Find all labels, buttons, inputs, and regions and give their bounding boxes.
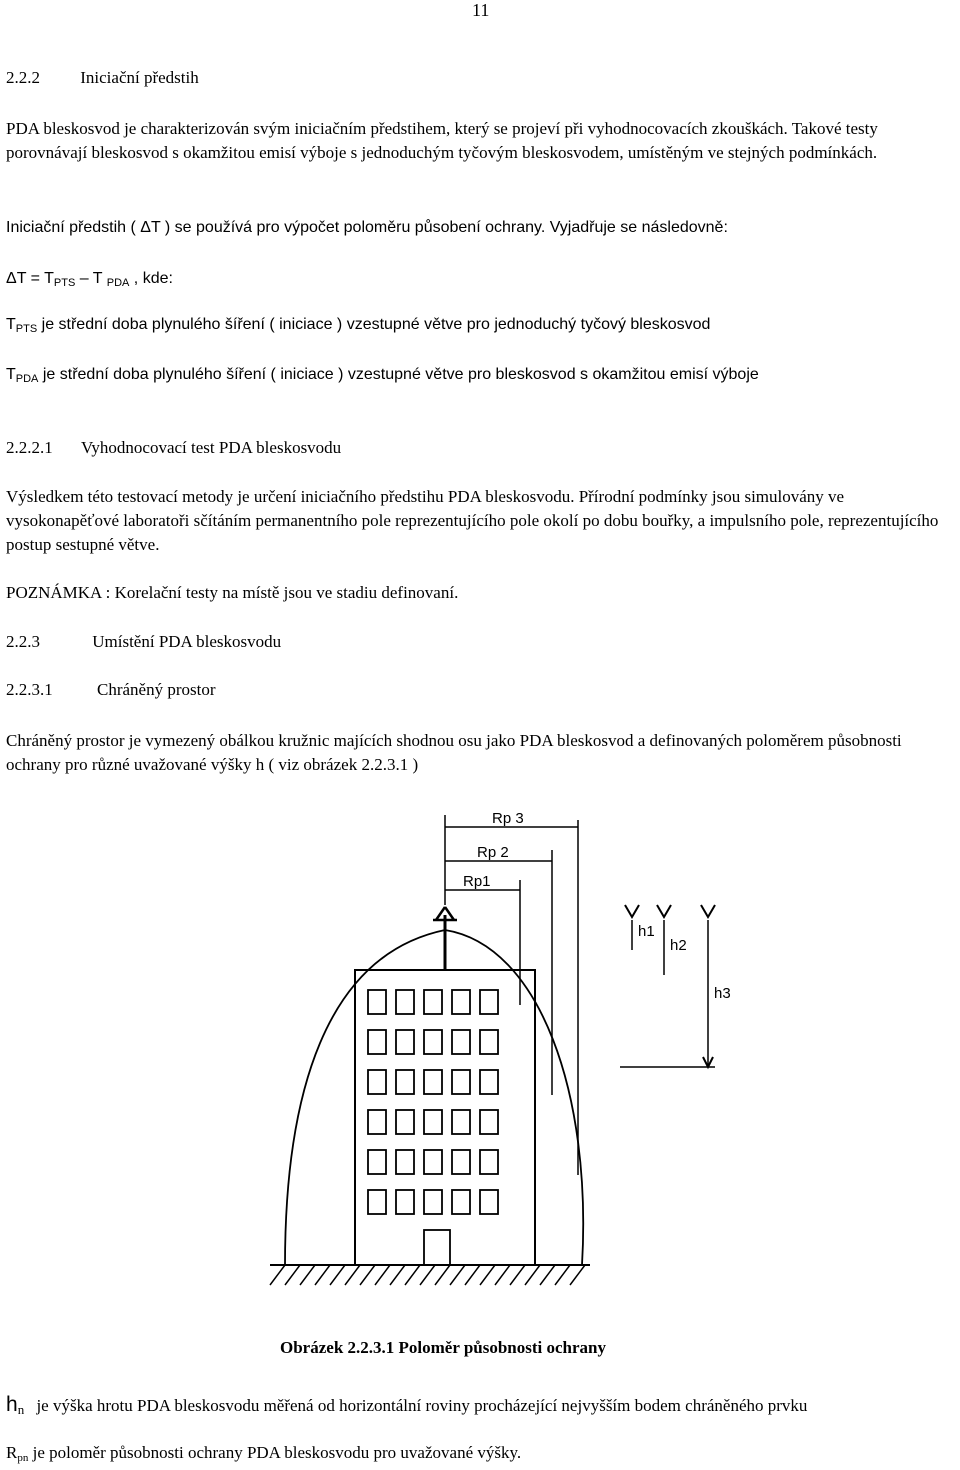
note: POZNÁMKA : Korelační testy na místě jsou ve stadiu definovaní. [6, 583, 459, 602]
ground-hatching [270, 1265, 585, 1285]
figure-caption: Obrázek 2.2.3.1 Poloměr působnosti ochrany [280, 1338, 607, 1357]
rod-symbol-2 [657, 905, 671, 917]
subsection-title: Chráněný prostor [97, 680, 216, 699]
def-text: je střední doba plynulého šíření ( iniciace ) vzestupné větve pro jednoduchý tyčový bleskosvod [37, 316, 711, 333]
formula-tail: , kde: [129, 270, 173, 287]
protected-paragraph: Chráněný prostor je vymezený obálkou kružnic majících shodnou osu jako PDA bleskosvod a definovaných poloměrem působnosti ochrany pro různé uvažované výšky h ( viz obrázek 2.2.3.1 ) [6, 731, 902, 774]
subsection-heading [6, 680, 216, 700]
label-h1: h1 [638, 923, 655, 940]
def-text: je poloměr působnosti ochrany PDA bleskosvodu pro uvažované výšky. [28, 1443, 522, 1462]
definition-tpda [6, 366, 759, 385]
formula-lhs: ΔT = T [6, 270, 54, 287]
formula [6, 270, 173, 289]
def-symbol: T [6, 366, 16, 383]
label-rp1: Rp1 [463, 873, 491, 890]
def-text: je výška hrotu PDA bleskosvodu měřená od horizontální roviny procházející nejvyšším bodem chráněného prvku [36, 1396, 808, 1415]
subsection-title: Umístění PDA bleskosvodu [92, 632, 282, 651]
def-symbol: h [6, 1393, 18, 1416]
rod-symbol-1 [625, 905, 639, 917]
formula-mid: – T [75, 270, 107, 287]
subsection-heading [6, 438, 341, 458]
def-sub: PDA [15, 373, 39, 385]
definition-tpts [6, 316, 710, 335]
building-windows [368, 990, 498, 1265]
test-paragraph: Výsledkem této testovací metody je určení iniciačního předstihu PDA bleskosvodu. Přírodní podmínky jsou simulovány ve vysokonapěťové laboratoři sčítáním permanentního pole reprezentujícího pole okolí po dobu bouřky, a impulsního pole, reprezentujícího postup sestupné větve. [6, 487, 939, 554]
label-rp2: Rp 2 [477, 844, 509, 861]
formula-sub-pda: PDA [106, 277, 130, 289]
definition-hn [6, 1393, 956, 1422]
label-h3: h3 [714, 985, 731, 1002]
delta-symbol: ΔT [140, 219, 161, 236]
def-sub: n [17, 1402, 25, 1417]
page-number: 11 [472, 0, 490, 20]
figure-drawing [200, 795, 760, 1325]
def-text: je střední doba plynulého šíření ( iniciace ) vzestupné větve pro bleskosvod s okamžitou emisí výboje [38, 366, 759, 383]
subsection-heading [6, 632, 281, 652]
label-rp3: Rp 3 [492, 810, 524, 827]
rod-symbol-3 [701, 905, 715, 917]
def-sub: PTS [15, 323, 38, 335]
def-symbol: R [6, 1443, 18, 1462]
section-heading [6, 68, 199, 88]
section-number: 2.2.2 [6, 68, 40, 87]
subsection-title: Vyhodnocovací test PDA bleskosvodu [81, 438, 342, 457]
label-h2: h2 [670, 937, 687, 954]
formula-sub-pts: PTS [53, 277, 76, 289]
subsection-number: 2.2.3 [6, 632, 40, 651]
intro-paragraph: PDA bleskosvod je charakterizován svým iniciačním předstihem, který se projeví při vyhodnocovacích zkouškách. Takové testy porovnávají bleskosvod s okamžitou emisí výboje s jednoduchým tyčovým bleskosvodem, umístěným ve stejných podmínkách. [6, 119, 878, 162]
delta-paragraph [6, 216, 952, 240]
subsection-number: 2.2.2.1 [6, 438, 53, 457]
protection-radius-figure [200, 795, 760, 1325]
def-sub: pn [17, 1452, 29, 1464]
subsection-number: 2.2.3.1 [6, 680, 53, 699]
definition-rpn [6, 1443, 521, 1464]
section-title: Iniciační předstih [80, 68, 199, 87]
delta-after: ) se používá pro výpočet poloměru působení ochrany. Vyjadřuje se následovně: [160, 219, 728, 236]
delta-before: Iniciační předstih ( [6, 219, 141, 236]
def-symbol: T [6, 316, 16, 333]
